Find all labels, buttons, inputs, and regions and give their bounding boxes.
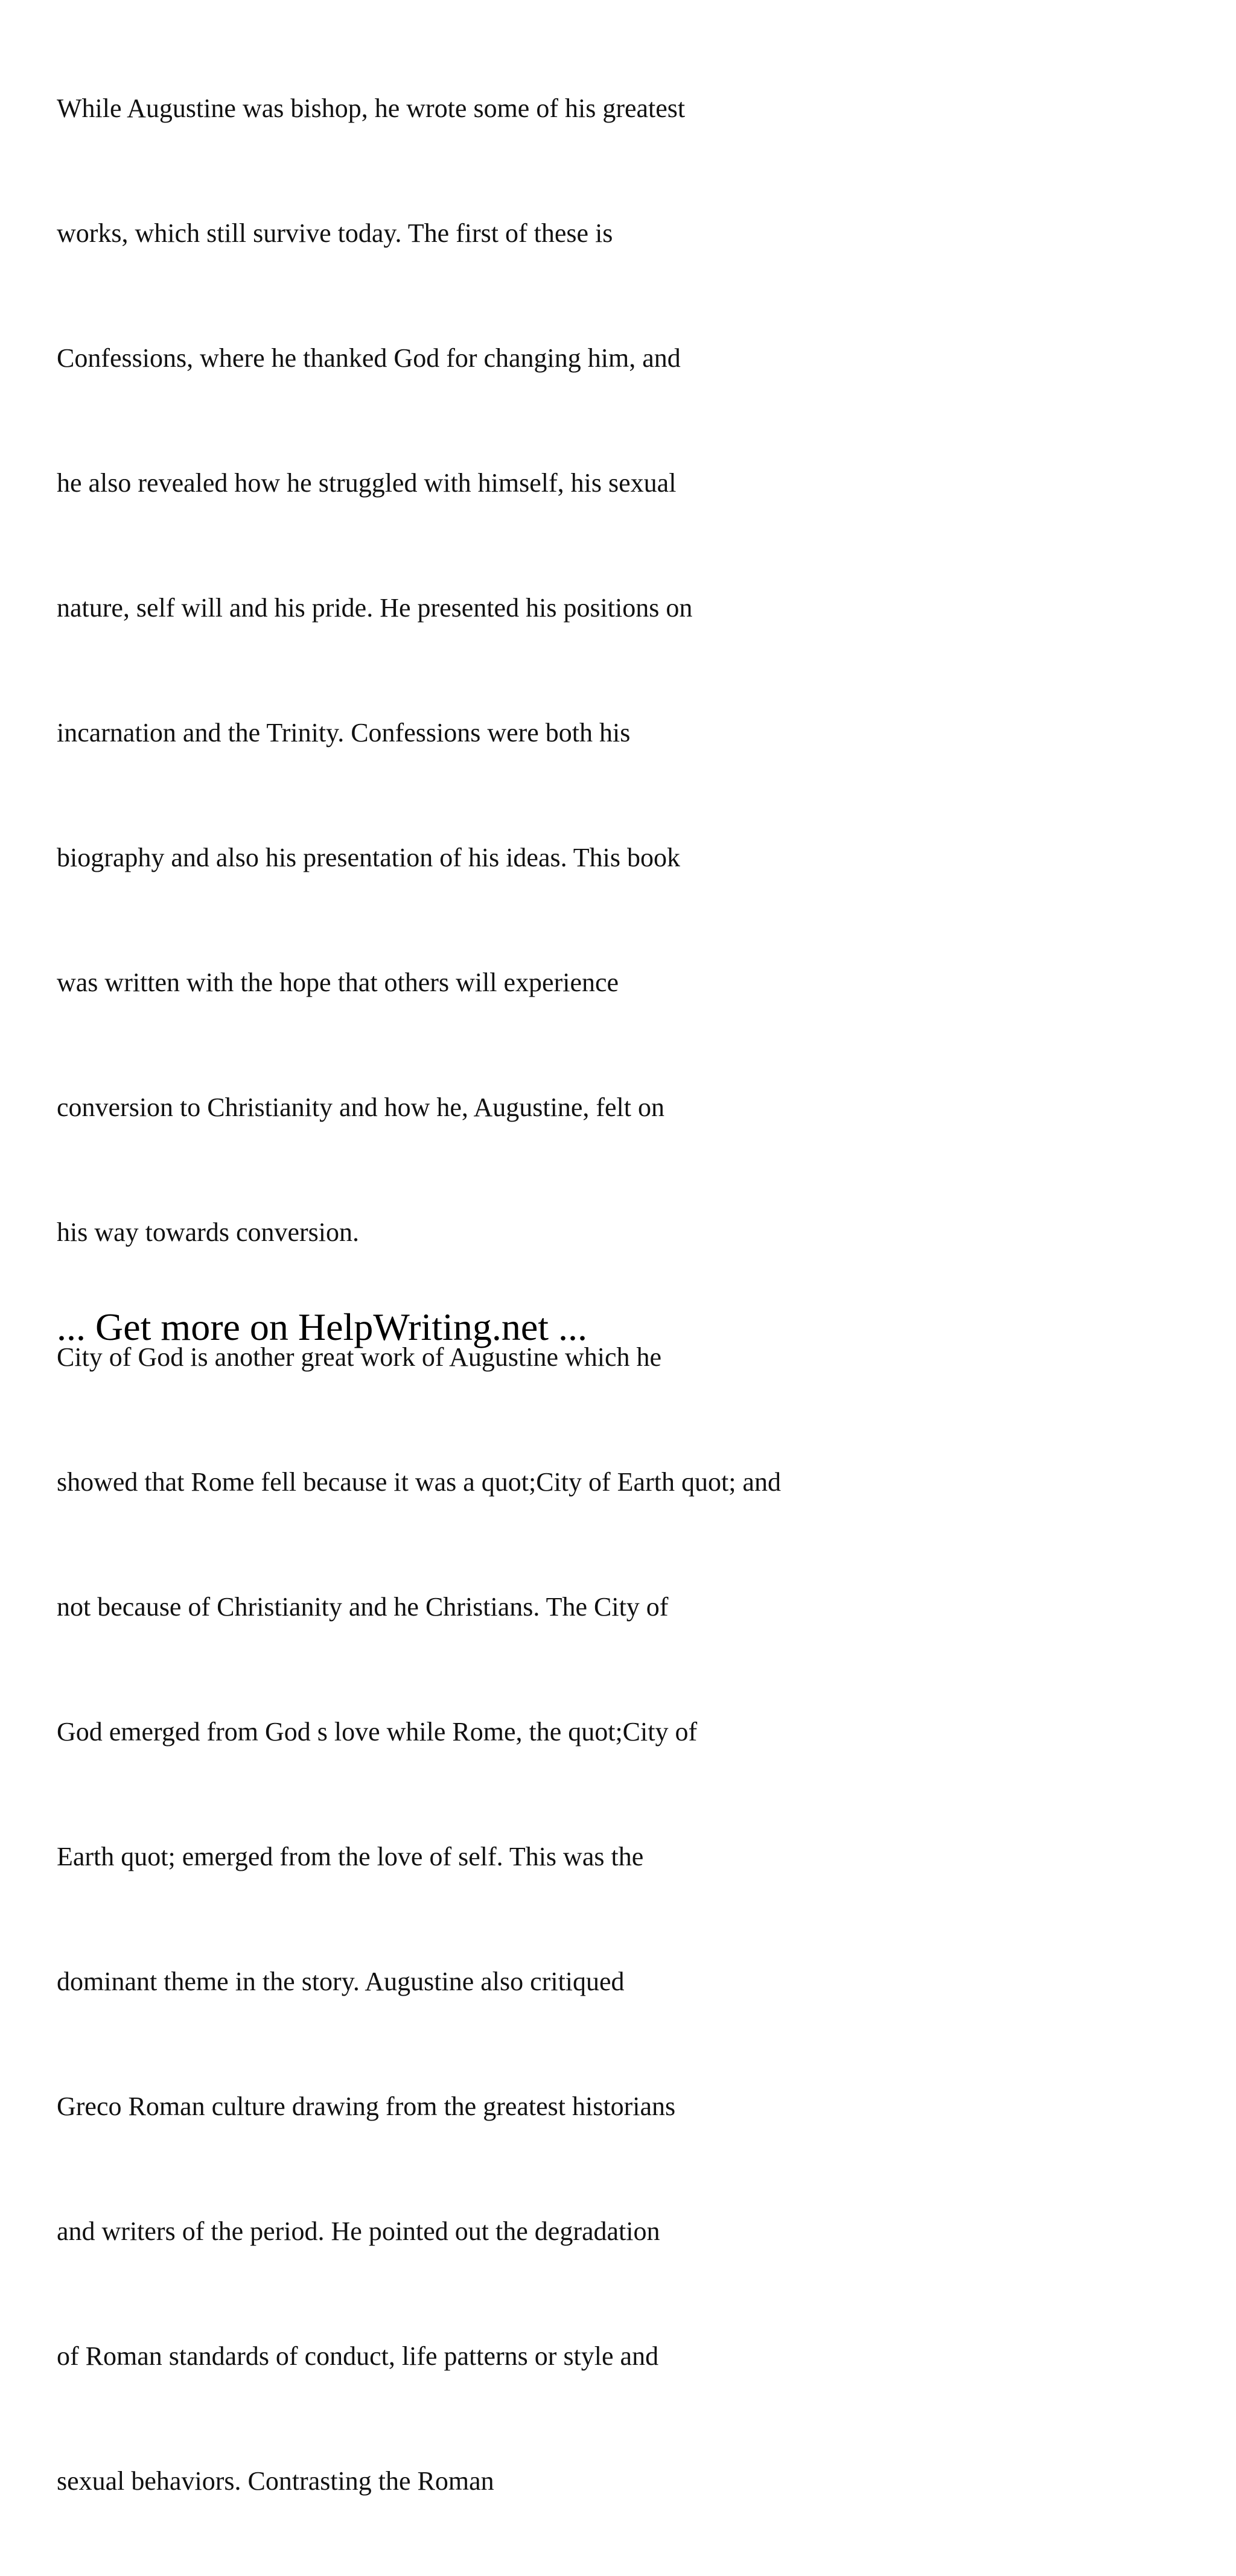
text-line: Confessions, where he thanked God for changing him, and [57,343,681,373]
text-line: of Roman standards of conduct, life patterns or style and [57,2341,659,2371]
text-line: his way towards conversion. [57,1217,360,1247]
text-line: showed that Rome fell because it was a quot;City of Earth quot; and [57,1467,781,1497]
document-body [57,17,1203,2576]
text-line: biography and also his presentation of his ideas. This book [57,843,681,872]
text-line: works, which still survive today. The first of these is [57,218,613,248]
get-more-link[interactable]: ... Get more on HelpWriting.net ... [57,1305,587,1348]
text-line: Earth quot; emerged from the love of self. This was the [57,1842,644,1871]
text-line: conversion to Christianity and how he, Augustine, felt on [57,1093,664,1122]
text-line: City of God is another great work of Augustine which he [57,1342,662,1372]
text-line: he also revealed how he struggled with himself, his sexual [57,468,677,498]
text-line: Greco Roman culture drawing from the greatest historians [57,2092,676,2121]
text-line: incarnation and the Trinity. Confessions were both his [57,718,631,747]
text-line: not because of Christianity and he Christians. The City of [57,1592,669,1622]
text-line: God emerged from God s love while Rome, the quot;City of [57,1717,698,1746]
text-line: and writers of the period. He pointed out the degradation [57,2216,660,2246]
text-line: was written with the hope that others will experience [57,968,619,997]
text-line: While Augustine was bishop, he wrote some of his greatest [57,94,686,123]
text-line: nature, self will and his pride. He presented his positions on [57,593,693,623]
text-line: dominant theme in the story. Augustine also critiqued [57,1967,625,1996]
text-line: sexual behaviors. Contrasting the Roman [57,2466,494,2496]
